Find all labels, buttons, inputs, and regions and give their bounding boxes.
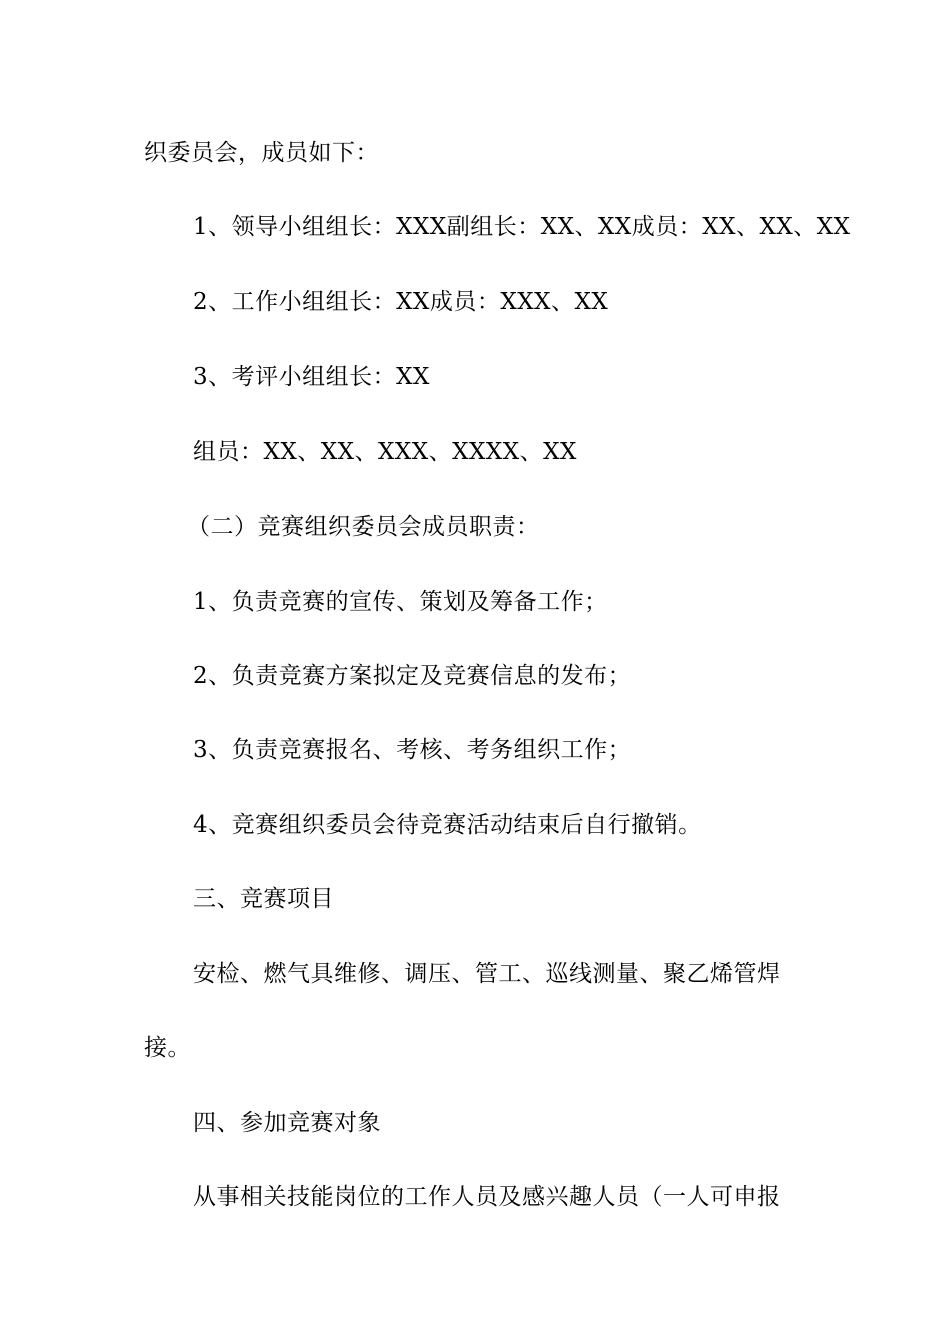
group-members-line: 组员：XX、XX、XXX、XXXX、XX bbox=[193, 439, 577, 465]
duty-item-4: 4、竞赛组织委员会待竞赛活动结束后自行撤销。 bbox=[193, 812, 702, 838]
participants-paragraph-line-1: 从事相关技能岗位的工作人员及感兴趣人员（一人可申报 bbox=[193, 1184, 781, 1210]
section-heading-participants: 四、参加竞赛对象 bbox=[193, 1110, 381, 1136]
items-paragraph-line-2: 接。 bbox=[144, 1035, 191, 1061]
section-heading-items: 三、竞赛项目 bbox=[193, 886, 334, 912]
duty-item-3: 3、负责竞赛报名、考核、考务组织工作； bbox=[193, 737, 632, 763]
work-group-line: 2、工作小组组长：XX成员：XXX、XX bbox=[193, 289, 609, 315]
items-paragraph-line-1: 安检、燃气具维修、调压、管工、巡线测量、聚乙烯管焊 bbox=[193, 961, 781, 987]
leader-group-line: 1、领导小组组长：XXX副组长：XX、XX成员：XX、XX、XX bbox=[193, 214, 851, 240]
duty-item-1: 1、负责竞赛的宣传、策划及筹备工作； bbox=[193, 589, 608, 615]
paragraph-continuation: 织委员会，成员如下： bbox=[144, 140, 379, 166]
section-heading-duties: （二）竞赛组织委员会成员职责： bbox=[187, 514, 540, 540]
duty-item-2: 2、负责竞赛方案拟定及竞赛信息的发布； bbox=[193, 663, 632, 689]
evaluation-group-line: 3、考评小组组长：XX bbox=[193, 364, 430, 390]
